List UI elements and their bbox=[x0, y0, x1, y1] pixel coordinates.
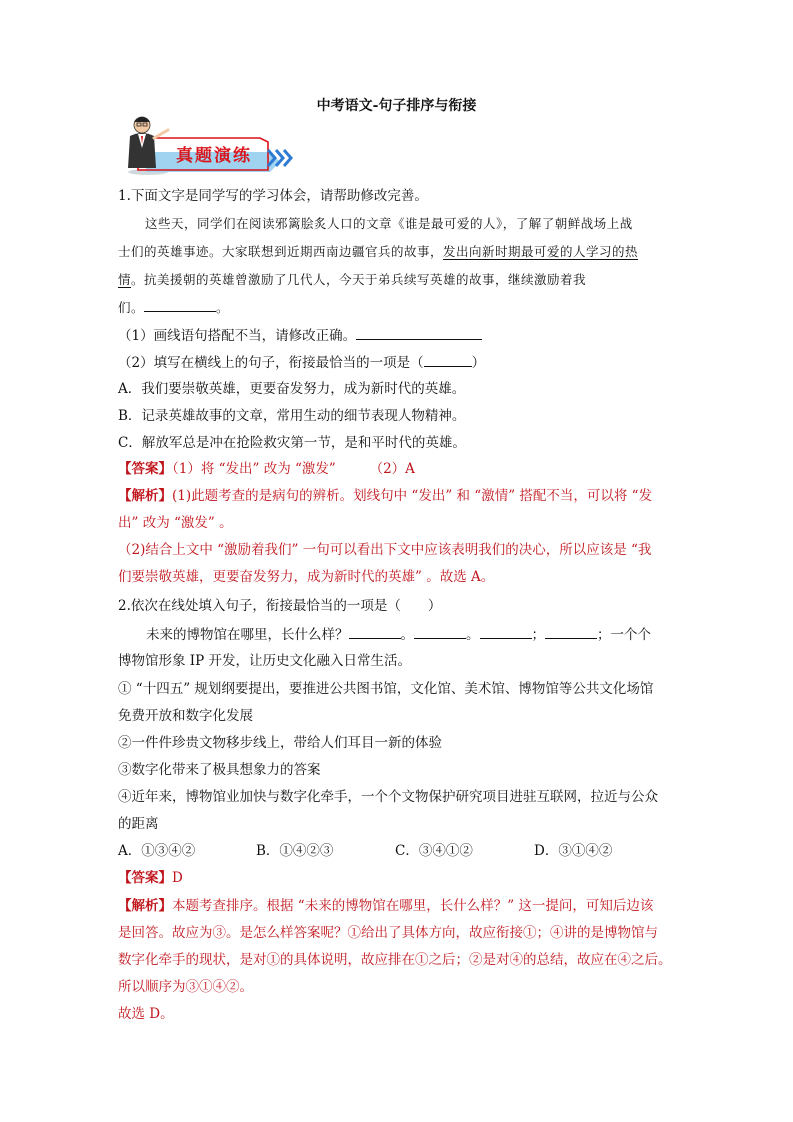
q1-passage-line-4 bbox=[118, 297, 229, 318]
q2-item-3: ③数字化带来了极具想象力的答案 bbox=[118, 762, 321, 778]
q2-option-c: C．③④①② bbox=[395, 843, 473, 859]
q2-option-d: D．③①④② bbox=[534, 843, 613, 859]
q2-blank-1[interactable] bbox=[349, 624, 401, 639]
q1-sub2-end: ） bbox=[471, 355, 486, 371]
page-title: 中考语文-句子排序与衔接 bbox=[316, 98, 477, 114]
q1-analysis-label: 【解析】 bbox=[118, 488, 172, 504]
q2-analysis-2: 是回答。故应为③。是怎么样答案呢？①给出了具体方向，故应衔接①；④讲的是博物馆与 bbox=[118, 925, 658, 941]
q2-sep-2: 。 bbox=[466, 627, 480, 643]
q2-blank-4[interactable] bbox=[545, 624, 597, 639]
q1-passage-line-1: 这些天，同学们在阅读邪篱脍炙人口的文章《谁是最可爱的人》，了解了朝鲜战场上战 bbox=[145, 216, 633, 231]
q1-answer bbox=[118, 459, 415, 479]
q2-item-4b: 的距离 bbox=[118, 816, 159, 832]
q2-passage-line-2: 博物馆形象 IP 开发，让历史文化融入日常生活。 bbox=[118, 653, 411, 669]
q2-analysis-5: 故选 D。 bbox=[118, 1006, 174, 1022]
q1-passage-line-2 bbox=[118, 242, 638, 262]
q2-analysis-text-1: 本题考查排序。根据 “未来的博物馆在哪里，长什么样？” 这一提问，可知后边该 bbox=[172, 898, 654, 914]
q1-option-b: B．记录英雄故事的文章，常用生动的细节表现人物精神。 bbox=[118, 408, 466, 424]
q1-underlined-sentence: 发出向新时期最可爱的人学习的热 bbox=[443, 244, 639, 259]
q1-sub2 bbox=[118, 352, 485, 373]
q2-analysis-3: 数字化牵手的现状，是对①的具体说明，故应排在①之后；②是对④的总结，故应在④之后。 bbox=[118, 952, 672, 968]
q1-sub2-answer-blank[interactable] bbox=[424, 352, 472, 367]
q2-item-1b: 免费开放和数字化发展 bbox=[118, 708, 253, 724]
q2-passage-line-1 bbox=[146, 624, 651, 645]
q2-answer bbox=[118, 868, 183, 888]
q1-passage-line-4-text: 们。 bbox=[118, 300, 145, 315]
q1-option-a: A．我们要崇敬英雄，更要奋发努力，成为新时代的英雄。 bbox=[118, 381, 466, 397]
q1-stem: 1.下面文字是同学写的学习体会，请帮助修改完善。 bbox=[118, 188, 428, 204]
q2-item-2: ②一件件珍贵文物移步线上，带给人们耳目一新的体验 bbox=[118, 735, 442, 751]
q2-answer-text: D bbox=[172, 870, 183, 886]
q1-analysis-4: 们要崇敬英雄，更要奋发努力，成为新时代的英雄” 。故选 A。 bbox=[118, 569, 495, 585]
q1-sub1 bbox=[118, 325, 482, 346]
q2-option-b: B．①④②③ bbox=[256, 843, 334, 859]
q1-passage-line-4-end: 。 bbox=[216, 300, 230, 315]
q1-passage-line-2a: 士们的英雄事迹。大家联想到近期西南边疆官兵的故事， bbox=[118, 244, 444, 259]
q2-option-a: A．①③④② bbox=[118, 843, 196, 859]
q2-answer-label: 【答案】 bbox=[118, 870, 172, 886]
banner-label: 真题演练 bbox=[176, 146, 252, 166]
q2-analysis-label: 【解析】 bbox=[118, 898, 172, 914]
q1-option-c: C．解放军总是冲在抢险救灾第一节，是和平时代的英雄。 bbox=[118, 435, 466, 451]
q2-item-4a: ④近年来，博物馆业加快与数字化牵手，一个个文物保护研究项目进驻互联网，拉近与公众 bbox=[118, 789, 658, 805]
q1-analysis-1 bbox=[118, 486, 652, 506]
q1-answer-label: 【答案】 bbox=[118, 461, 172, 477]
q2-passage-text: 未来的博物馆在哪里，长什么样？ bbox=[146, 627, 349, 643]
q2-analysis-1 bbox=[118, 896, 653, 916]
q2-stem: 2.依次在线处填入句子，衔接最恰当的一项是（ ） bbox=[118, 598, 442, 614]
q1-analysis-2: 出” 改为 “激发” 。 bbox=[118, 515, 233, 531]
q1-analysis-text-1: (1)此题考查的是病句的辨析。划线句中 “发出” 和 “激情” 搭配不当，可以将 “发 bbox=[172, 488, 653, 504]
q2-item-1a: ① “十四五” 规划纲要提出，要推进公共图书馆，文化馆、美术馆、博物馆等公共文化场馆 bbox=[118, 681, 654, 697]
q2-blank-3[interactable] bbox=[480, 624, 532, 639]
q1-sub1-answer-blank[interactable] bbox=[356, 325, 482, 340]
q2-sep-4: ；一个个 bbox=[597, 627, 651, 643]
q1-passage-line-3b: 。抗美援朝的英雄曾激励了几代人，今天于弟兵续写英雄的故事，继续激励着我 bbox=[131, 272, 587, 287]
q1-sub2-text: （2）填写在横线上的句子，衔接最恰当的一项是（ bbox=[118, 355, 424, 371]
q1-sub1-text: （1）画线语句搭配不当，请修改正确。 bbox=[118, 328, 357, 344]
q1-answer-text: （1）将 “发出” 改为 “激发” （2）A bbox=[172, 461, 415, 477]
q1-passage-line-3 bbox=[118, 270, 586, 290]
q1-fill-blank[interactable] bbox=[144, 297, 216, 312]
q2-blank-2[interactable] bbox=[414, 624, 466, 639]
q2-analysis-4: 所以顺序为③①④②。 bbox=[118, 979, 253, 995]
q2-sep-1: 。 bbox=[400, 627, 414, 643]
q2-sep-3: ； bbox=[531, 627, 545, 643]
q1-underlined-sentence-end: 情 bbox=[118, 272, 132, 287]
q1-analysis-3: （2)结合上文中 “激励着我们” 一句可以看出下文中应该表明我们的决心，所以应该是 “我 bbox=[118, 542, 652, 558]
section-banner bbox=[120, 112, 300, 176]
